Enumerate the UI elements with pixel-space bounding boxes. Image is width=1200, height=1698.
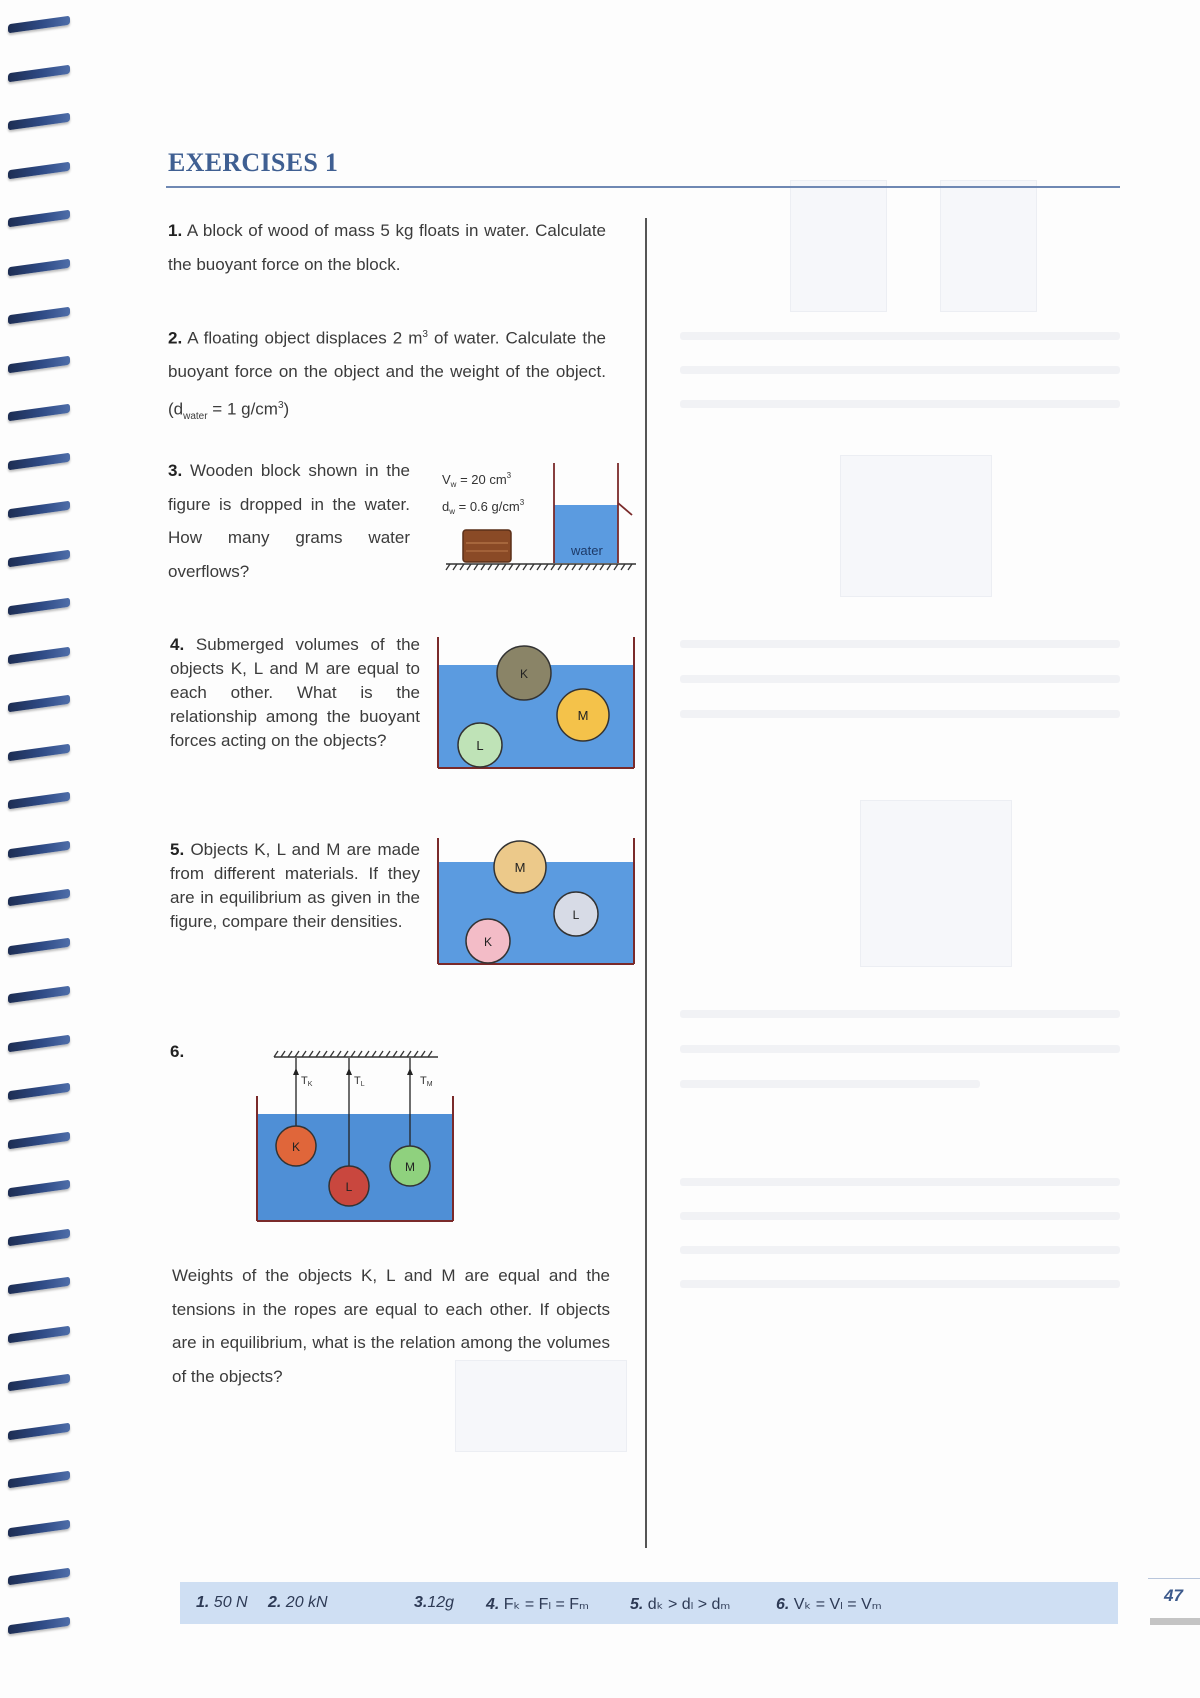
question-5: [170, 838, 420, 934]
question-text: Submerged volumes of the objects K, L and M are equal to each other. What is the relationship among the buoyant forces acting on the objects?: [170, 635, 420, 750]
question-number: 6.: [170, 1042, 185, 1061]
binding-ring: [8, 1131, 70, 1149]
page-title: EXERCISES 1: [168, 148, 339, 177]
question-text: Objects K, L and M are made from different materials. If they are in equilibrium as given in the figure, compare their densities.: [170, 840, 420, 931]
binding-ring: [8, 743, 70, 761]
binding-ring: [8, 792, 70, 810]
density-label: $d_w = 0.6$ $g/cm^3$: [442, 498, 525, 516]
binding-ring: [8, 501, 70, 519]
answer-2: 2. 20 kN: [268, 1594, 328, 1611]
binding-ring: [8, 1180, 70, 1198]
binding-ring: [8, 1422, 70, 1440]
binding-ring: [8, 986, 70, 1004]
tension-l-label: TL: [354, 1075, 365, 1088]
binding-ring: [8, 1325, 70, 1343]
page-number: 47: [1164, 1586, 1183, 1605]
binding-ring: [8, 1519, 70, 1537]
answer-4: 4. Fₖ = Fₗ = Fₘ: [486, 1596, 590, 1613]
ball-m-label: M: [514, 860, 526, 875]
tension-m-label: TM: [420, 1075, 433, 1088]
binding-ring: [8, 1228, 70, 1246]
question-number: 2.: [168, 328, 183, 348]
superscript: 3: [277, 399, 284, 411]
question-1: [168, 214, 606, 281]
binding-ring: [8, 1034, 70, 1052]
binding-ring: [8, 1374, 70, 1392]
water-label: water: [571, 543, 603, 558]
binding-ring: [8, 598, 70, 616]
ball-l-label: L: [572, 908, 580, 922]
binding-ring: [8, 307, 70, 325]
tension-k-label: TK: [301, 1075, 313, 1088]
question-number: 1.: [168, 221, 183, 240]
wooden-block: [463, 530, 511, 562]
figure-hanging-objects: [252, 1048, 458, 1223]
figure-submerged-objects: [436, 637, 636, 771]
binding-ring: [8, 404, 70, 422]
ball-m-label: M: [577, 708, 589, 723]
question-text: = 1 g/cm: [207, 399, 278, 419]
ball-m-label: M: [405, 1160, 415, 1174]
question-text: A floating object displaces 2 m: [187, 328, 423, 348]
question-text: A block of wood of mass 5 kg floats in water. Calculate the buoyant force on the block.: [168, 221, 606, 274]
answer-1: 1. 50 N: [196, 1594, 248, 1611]
binding-ring: [8, 1083, 70, 1101]
question-4: [170, 633, 420, 753]
subscript: water: [183, 410, 208, 422]
figure-density-objects: [436, 838, 636, 968]
ball-k-label: K: [483, 935, 493, 949]
question-number: 4.: [170, 635, 185, 654]
question-text: of water. Calculate the buoyant force on the object and the weight of the object. (d: [168, 328, 606, 419]
question-2: [168, 318, 606, 433]
ball-l-label: L: [476, 738, 484, 753]
binding-ring: [8, 1616, 70, 1634]
binding-ring: [8, 695, 70, 713]
question-6-text: Weights of the objects K, L and M are equal and the tensions in the ropes are equal to each other. If objects are in equilibrium, what is the relation among the volumes of the objects?: [172, 1266, 610, 1386]
binding-ring: [8, 64, 70, 82]
answer-3: 3.12g: [414, 1594, 455, 1611]
binding-ring: [8, 549, 70, 567]
binding-ring: [8, 1471, 70, 1489]
binding-ring: [8, 161, 70, 179]
ball-k-label: K: [291, 1140, 301, 1154]
answer-5: 5. dₖ > dₗ > dₘ: [630, 1596, 731, 1613]
superscript: 3: [422, 329, 428, 340]
binding-ring: [8, 16, 70, 34]
binding-ring: [8, 840, 70, 858]
title-divider: [166, 186, 1120, 188]
binding-ring: [8, 258, 70, 276]
question-3: [168, 454, 410, 588]
binding-ring: [8, 1277, 70, 1295]
spiral-binding: [0, 0, 80, 1698]
question-6-number: [170, 1035, 184, 1069]
question-text: Wooden block shown in the figure is dropped in the water. How many grams water overflows?: [168, 461, 410, 581]
question-number: 5.: [170, 840, 185, 859]
ball-l-label: L: [345, 1180, 353, 1194]
page-stripe: [1150, 1618, 1200, 1625]
volume-label: $V_w = 20$ $cm^3$: [442, 471, 512, 489]
figure-overflow-container: [440, 455, 640, 580]
binding-ring: [8, 646, 70, 664]
binding-ring: [8, 452, 70, 470]
binding-ring: [8, 113, 70, 131]
binding-ring: [8, 210, 70, 228]
question-number: 3.: [168, 461, 183, 480]
question-text: ): [283, 399, 290, 419]
binding-ring: [8, 355, 70, 373]
answer-6: 6. Vₖ = Vₗ = Vₘ: [776, 1596, 882, 1613]
binding-ring: [8, 889, 70, 907]
ball-k-label: K: [519, 667, 529, 681]
overflow-spout: [618, 503, 632, 515]
column-divider: [645, 218, 647, 1548]
binding-ring: [8, 937, 70, 955]
binding-ring: [8, 1568, 70, 1586]
